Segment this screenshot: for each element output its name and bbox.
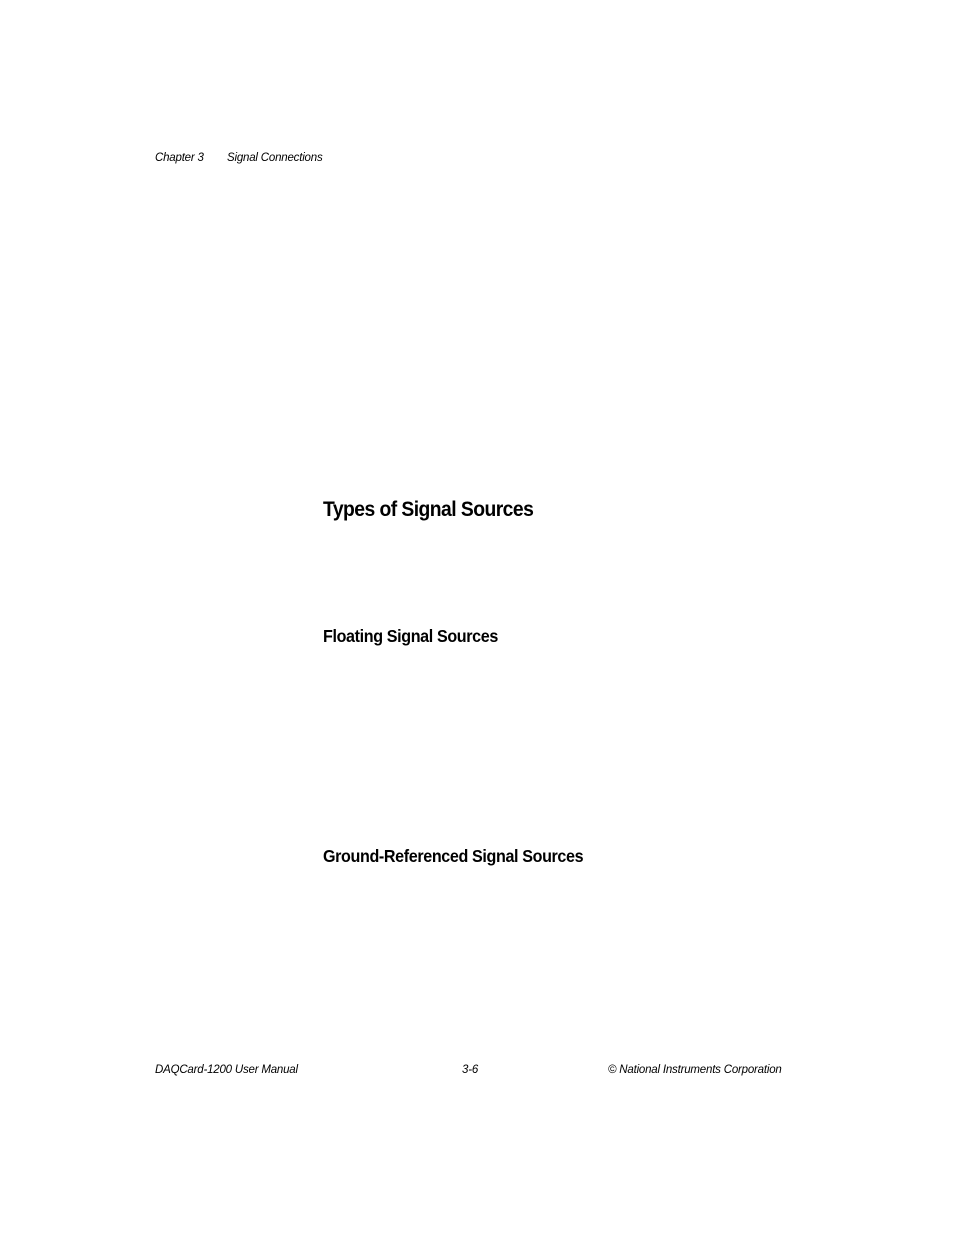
- chapter-title: Signal Connections: [227, 152, 323, 164]
- chapter-label: Chapter 3: [155, 152, 204, 164]
- manual-title: DAQCard-1200 User Manual: [155, 1064, 298, 1076]
- subsection-heading-ground-referenced: Ground-Referenced Signal Sources: [323, 846, 584, 866]
- subsection-heading-floating: Floating Signal Sources: [323, 626, 498, 646]
- page-number: 3-6: [462, 1064, 479, 1076]
- section-heading: Types of Signal Sources: [323, 498, 534, 521]
- copyright-notice: © National Instruments Corporation: [608, 1064, 782, 1076]
